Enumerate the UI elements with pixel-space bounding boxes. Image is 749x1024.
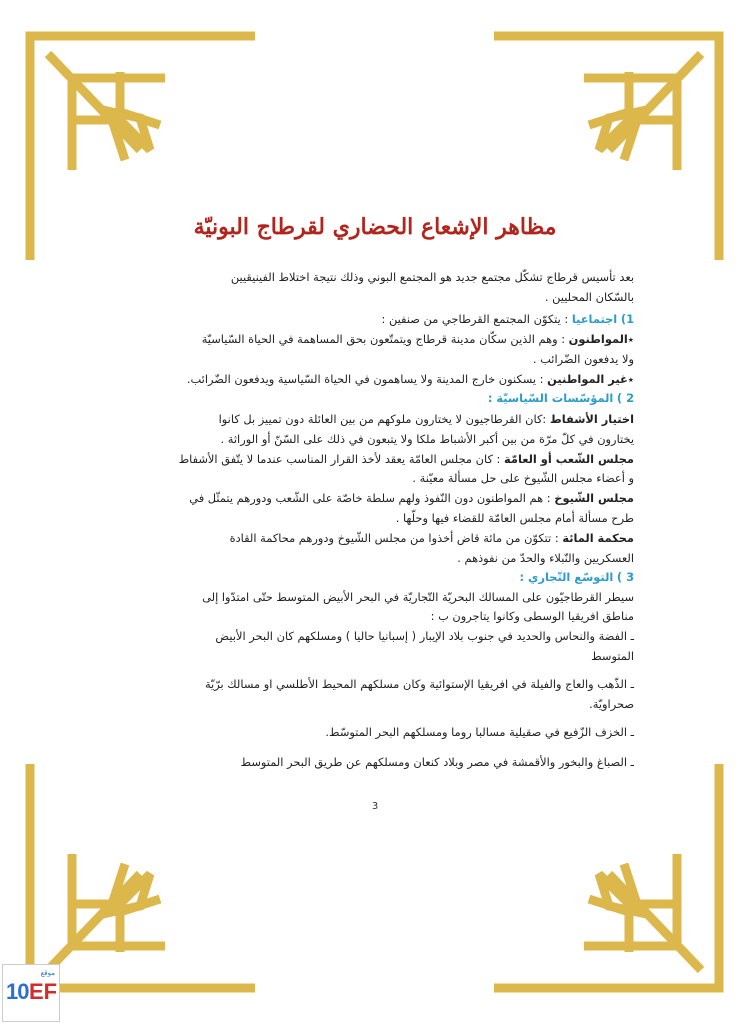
bullet: ٭ (627, 372, 634, 386)
section-1-text: : يتكوّن المجتمع القرطاجي من صنفين : (381, 312, 569, 326)
sufetes-term: اختيار الأشفاط (549, 412, 634, 426)
section-1-number: 1) (620, 312, 634, 326)
trade-item-2-line-2: صحراويّة. (589, 697, 634, 711)
section-3-number: 3 ) (616, 570, 634, 584)
court-term: محكمة المائة (562, 531, 634, 545)
logo-number: 10 (6, 979, 29, 1004)
court-line-1 (116, 528, 634, 548)
elders-council-line-1 (116, 488, 634, 508)
sufetes-line-2: يختارون في كلّ مرّة من بين أكبر الأشباط ملكا ولا يتبعون في ذلك على السّنّ أو الوراثة . (220, 432, 634, 446)
document-body (116, 0, 634, 1024)
trade-item-3: ـ الخزف الزّفيع في صقيلية مسالبا روما ومسلكهم البحر المتوسّط. (325, 725, 634, 739)
page-number: 3 (371, 801, 379, 812)
section-2-number: 2 ) (616, 391, 634, 405)
citizens-line-2: ولا يدفعون الضّرائب . (532, 352, 634, 366)
trade-intro-line-2: مناطق افريقيا الوسطى وكانوا يتاجرون ب : (430, 609, 634, 623)
non-citizens-text: : يسكنون خارج المدينة ولا يساهمون في الحياة السّياسية ويدفعون الضّرائب. (186, 372, 544, 386)
section-2-label: المؤسّسات السّياسيّة : (487, 391, 614, 405)
section-3-label: التوسّع التّجاري : (519, 570, 614, 584)
trade-item-1-line-2: المتوسط (591, 649, 634, 663)
bullet: ٭ (627, 332, 634, 346)
elders-council-line-2: طرح مسألة أمام مجلس العامّة للقضاء فيها وحلّها . (395, 511, 634, 525)
intro-line-2: بالسّكان المحليين . (544, 290, 634, 304)
trade-item-4: ـ الصباغ والبخور والأقمشة في مصر وبلاد كنعان ومسلكهم عن طريق البحر المتوسط (240, 755, 634, 769)
non-citizens-term: غير المواطنين (547, 372, 628, 386)
trade-intro-line-1: سيطر القرطاجيّون على المسالك البحريّة التّجاريّة في البحر الأبيض المتوسط حتّى امتدّوا إلى (202, 590, 634, 604)
trade-item-1-line-1: ـ الفضة والنحاس والحديد في جنوب بلاد الإيبار ( إسبانيا حاليا ) ومسلكهم كان البحر الأبيض (215, 629, 634, 643)
people-council-line-1 (116, 449, 634, 469)
section-3-heading (116, 567, 634, 587)
logo-tagline: موقع (40, 970, 55, 977)
intro-line-1: بعد تأسيس قرطاج تشكّل مجتمع جديد هو المجتمع البوني وذلك نتيجة اختلاط الفينيقيين (230, 270, 634, 284)
section-2-heading (116, 388, 634, 408)
elders-council-text: : هم المواطنون دون النّفوذ ولهم سلطة خاصّة على الشّعب ودورهم يتمثّل في (189, 491, 551, 505)
logo-letters: EF (29, 979, 58, 1004)
people-council-line-2: و أعضاء مجلس الشّيوخ على حل مسألة معيّنة . (412, 471, 634, 485)
section-1-label: اجتماعيا (571, 312, 618, 326)
people-council-text: : كان مجلس العامّة يعقد لأخذ القرار المناسب عندما لا يتّفق الأشفاط (178, 452, 501, 466)
non-citizens-line (116, 369, 634, 389)
citizens-text: : وهم الذين سكّان مدينة قرطاج ويتمتّعون بحق المساهمة في الحياة السّياسيّة (201, 332, 566, 346)
court-line-2: العسكريين والنّبلاء والحدّ من نفوذهم . (457, 551, 634, 565)
elders-council-term: مجلس الشّيوخ (554, 491, 634, 505)
trade-item-2-line-1: ـ الذّهب والعاج والفيلة في افريقيا الإستوائية وكان مسلكهم المحيط الأطلسي او مسالك برّيّة (204, 677, 634, 691)
sufetes-text: :كان القرطاجيون لا يختارون ملوكهم من بين العائلة دون تمييز بل كانوا (218, 412, 547, 426)
court-text: : تتكوّن من مائة قاض أخذوا من مجلس الشّيوخ ودورهم محاكمة القادة (229, 531, 559, 545)
citizens-line-1 (116, 329, 634, 349)
section-1-heading (116, 309, 634, 329)
site-logo[interactable] (2, 964, 60, 1022)
page-title: مظاهر الإشعاع الحضاري لقرطاج البونيّة (193, 214, 557, 240)
sufetes-line-1 (116, 409, 634, 429)
people-council-term: مجلس الشّعب أو العامّة (503, 452, 634, 466)
citizens-term: المواطنون (568, 332, 628, 346)
